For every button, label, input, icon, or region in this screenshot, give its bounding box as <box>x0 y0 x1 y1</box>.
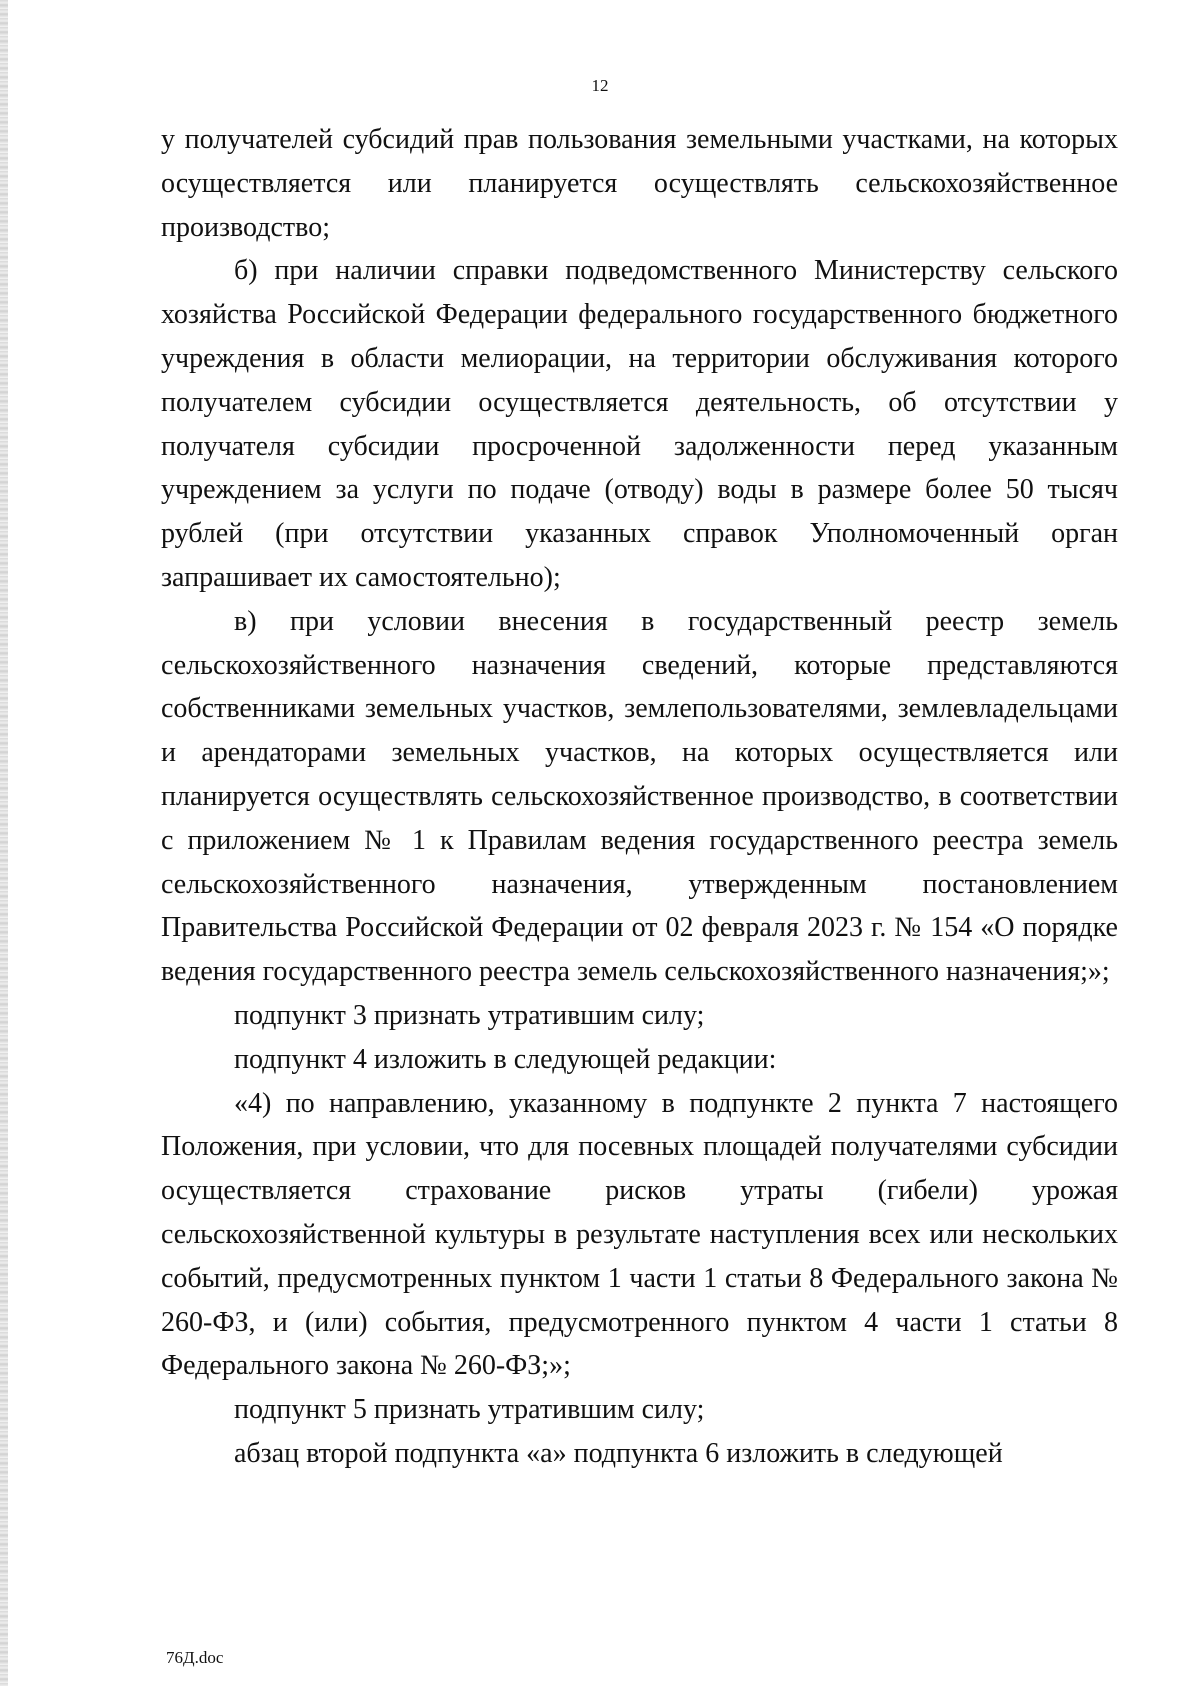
paragraph-subitem-4-text: «4) по направлению, указанному в подпункте 2 пункта 7 настоящего Положения, при условии, что для посевных площадей получателями субсидии осуществляется страхование рисков утраты (гибели) урожая сельскохозяйственной культуры в результате наступления всех или нескольких событий, предусмотренных пунктом 1 части 1 статьи 8 Федерального закона № 260-ФЗ, и (или) события, предусмотренного пунктом 4 части 1 статьи 8 Федерального закона № 260-ФЗ;»; <box>161 1087 1118 1382</box>
scan-edge <box>0 0 8 1686</box>
paragraph-continuation: у получателей субсидий прав пользования земельными участками, на которых осуществляется или планируется осуществлять сельскохозяйственное производство; <box>161 124 1118 243</box>
document-body <box>161 118 1118 1476</box>
paragraph-v: в) при условии внесения в государственный реестр земель сельскохозяйственного назначения сведений, которые представляются собственниками земельных участков, землепользователями, землевладельцами и арендаторами земельных участков, на которых осуществляется или планируется осуществлять сельскохозяйственное производство, в соответствии с приложением № 1 к Правилам ведения государственного реестра земель сельскохозяйственного назначения, утвержденным постановлением Правительства Российской Федерации от 02 февраля 2023 г. № 154 «О порядке ведения государственного реестра земель сельскохозяйственного назначения;»; <box>161 605 1118 988</box>
paragraph-subitem-6: абзац второй подпункта «а» подпункта 6 изложить в следующей <box>234 1437 1003 1469</box>
page-number: 12 <box>591 76 609 95</box>
paragraph-subitem-5: подпункт 5 признать утратившим силу; <box>234 1394 705 1426</box>
paragraph-subitem-3: подпункт 3 признать утратившим силу; <box>234 999 705 1031</box>
footer-file-code: 76Д.doc <box>166 1648 224 1667</box>
paragraph-b: б) при наличии справки подведомственного Министерству сельского хозяйства Российской Федерации федерального государственного бюджетного учреждения в области мелиорации, на территории обслуживания которого получателем субсидии осуществляется деятельность, об отсутствии у получателя субсидии просроченной задолженности перед указанным учреждением за услуги по подаче (отводу) воды в размере более 50 тысяч рублей (при отсутствии указанных справок Уполномоченный орган запрашивает их самостоятельно); <box>161 255 1118 593</box>
paragraph-subitem-4: подпункт 4 изложить в следующей редакции: <box>234 1043 777 1075</box>
